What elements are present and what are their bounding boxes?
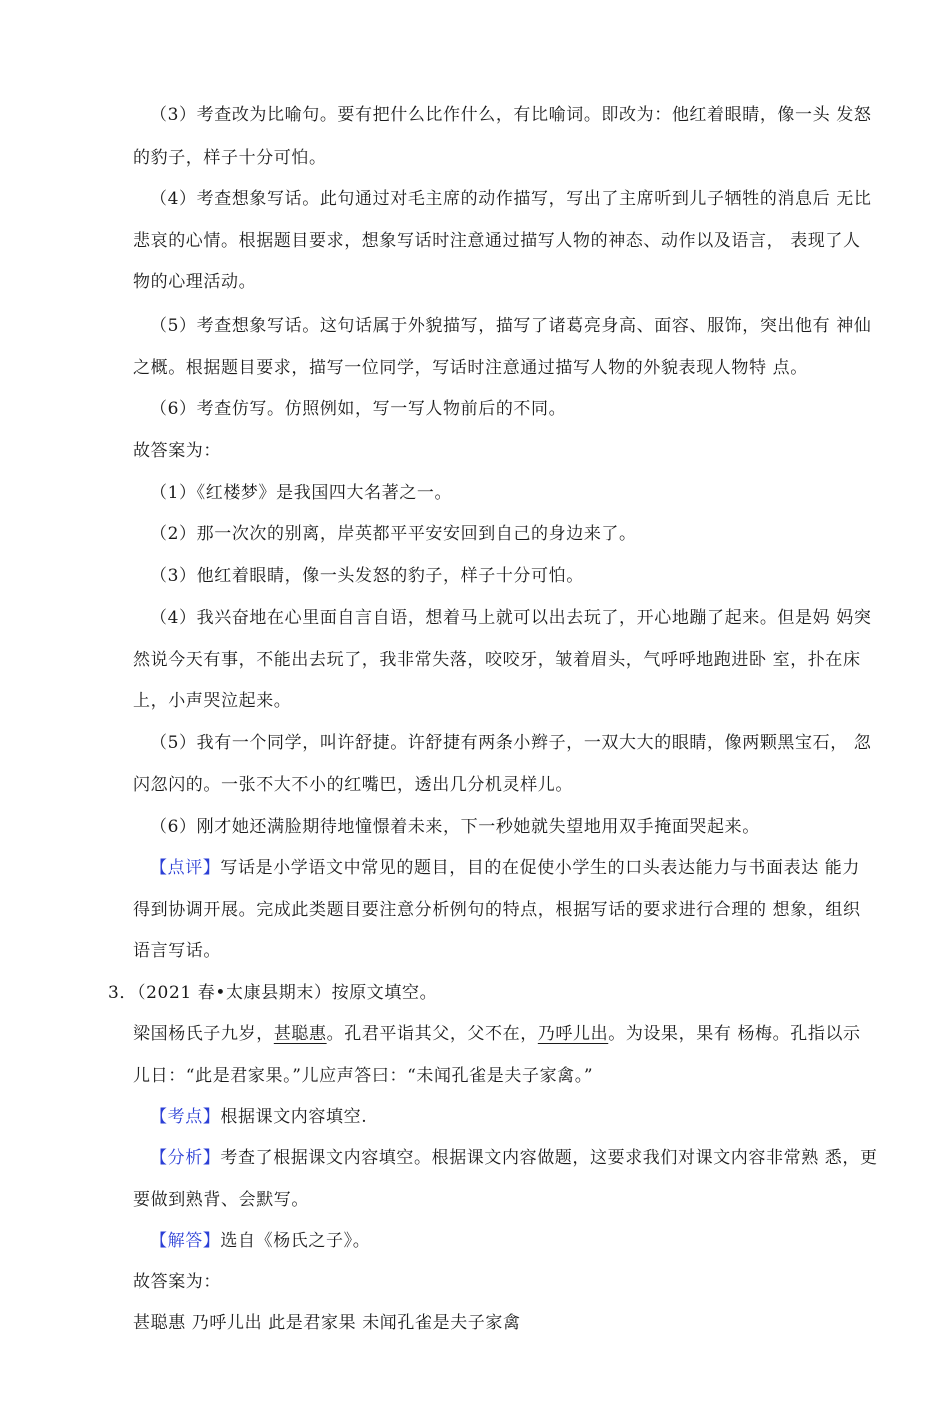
question-3-passage-line-1 bbox=[133, 1022, 861, 1046]
comment-text-1: 写话是小学语文中常见的题目，目的在促使小学生的口头表达能力与书面表达 能力 bbox=[220, 858, 861, 878]
kaodian-tag: 【考点】 bbox=[150, 1107, 221, 1127]
jieda-tag: 【解答】 bbox=[150, 1231, 221, 1251]
analysis-5-line-2: 之概。根据题目要求，描写一位同学，写话时注意通过描写人物的外貌表现人物特 点。 bbox=[133, 358, 808, 378]
passage-text-b: 。孔君平诣其父，父不在， bbox=[326, 1024, 538, 1044]
passage-text-a: 梁国杨氏子九岁， bbox=[133, 1024, 274, 1044]
fenxi-line-2: 要做到熟背、会默写。 bbox=[133, 1190, 309, 1210]
fenxi-text-1: 考查了根据课文内容填空。根据课文内容做题，这要求我们对课文内容非常熟 悉，更 bbox=[220, 1148, 878, 1168]
answer-intro: 故答案为： bbox=[133, 441, 221, 461]
answer-4-line-1: （4）我兴奋地在心里面自言自语，想着马上就可以出去玩了，开心地蹦了起来。但是妈 妈突 bbox=[150, 608, 872, 628]
comment-line-1 bbox=[150, 856, 870, 880]
jieda-text: 选自《杨氏之子》。 bbox=[220, 1231, 371, 1251]
answer-6: （6）刚才她还满脸期待地憧憬着未来，下一秒她就失望地用双手掩面哭起来。 bbox=[150, 817, 760, 837]
blank-answer-2: 乃呼儿出 bbox=[537, 1024, 609, 1044]
answer-5-line-2: 闪忽闪的。一张不大不小的红嘴巴，透出几分机灵样儿。 bbox=[133, 775, 573, 795]
jieda-line bbox=[150, 1229, 870, 1253]
fenxi-line-1 bbox=[150, 1146, 878, 1170]
analysis-6: （6）考查仿写。仿照例如，写一写人物前后的不同。 bbox=[150, 399, 567, 419]
analysis-3-line-1: （3）考查改为比喻句。要有把什么比作什么，有比喻词。即改为：他红着眼睛，像一头 发怒 bbox=[150, 105, 872, 125]
analysis-4-line-1: （4）考查想象写话。此句通过对毛主席的动作描写，写出了主席听到儿子牺牲的消息后 无比 bbox=[150, 189, 872, 209]
question-3-answer-intro: 故答案为： bbox=[133, 1272, 221, 1292]
kaodian-line bbox=[150, 1105, 870, 1129]
question-3-header: 3．（2021 春•太康县期末）按原文填空。 bbox=[108, 983, 438, 1003]
analysis-3-line-2: 的豹子，样子十分可怕。 bbox=[133, 148, 327, 168]
blank-answer-1: 甚聪惠 bbox=[273, 1024, 327, 1044]
comment-line-3: 语言写话。 bbox=[133, 941, 221, 961]
kaodian-text: 根据课文内容填空. bbox=[220, 1107, 368, 1127]
answer-1: （1）《红楼梦》是我国四大名著之一。 bbox=[150, 483, 453, 503]
question-3-passage-line-2: 儿日：“此是君家果。”儿应声答曰：“未闻孔雀是夫子家禽。” bbox=[133, 1066, 594, 1086]
comment-tag: 【点评】 bbox=[150, 858, 221, 878]
answer-3: （3）他红着眼睛，像一头发怒的豹子，样子十分可怕。 bbox=[150, 566, 584, 586]
answer-2: （2）那一次次的别离，岸英都平平安安回到自己的身边来了。 bbox=[150, 524, 637, 544]
answer-4-line-3: 上，小声哭泣起来。 bbox=[133, 691, 292, 711]
passage-text-c: 。为设果，果有 杨梅。孔指以示 bbox=[608, 1024, 861, 1044]
answer-5-line-1: （5）我有一个同学，叫许舒捷。许舒捷有两条小辫子，一双大大的眼睛，像两颗黑宝石， 忽 bbox=[150, 733, 872, 753]
analysis-5-line-1: （5）考查想象写话。这句话属于外貌描写，描写了诸葛亮身高、面容、服饰，突出他有 神仙 bbox=[150, 316, 872, 336]
analysis-4-line-2: 悲哀的心情。根据题目要求，想象写话时注意通过描写人物的神态、动作以及语言， 表现了人 bbox=[133, 231, 861, 251]
question-3-final-answer: 甚聪惠 乃呼儿出 此是君家果 未闻孔雀是夫子家禽 bbox=[133, 1313, 521, 1333]
comment-line-2: 得到协调开展。完成此类题目要注意分析例句的特点，根据写话的要求进行合理的 想象，组织 bbox=[133, 900, 861, 920]
answer-4-line-2: 然说今天有事，不能出去玩了，我非常失落，咬咬牙，皱着眉头，气呼呼地跑进卧 室，扑在床 bbox=[133, 650, 861, 670]
analysis-4-line-3: 物的心理活动。 bbox=[133, 272, 257, 292]
fenxi-tag: 【分析】 bbox=[150, 1148, 221, 1168]
